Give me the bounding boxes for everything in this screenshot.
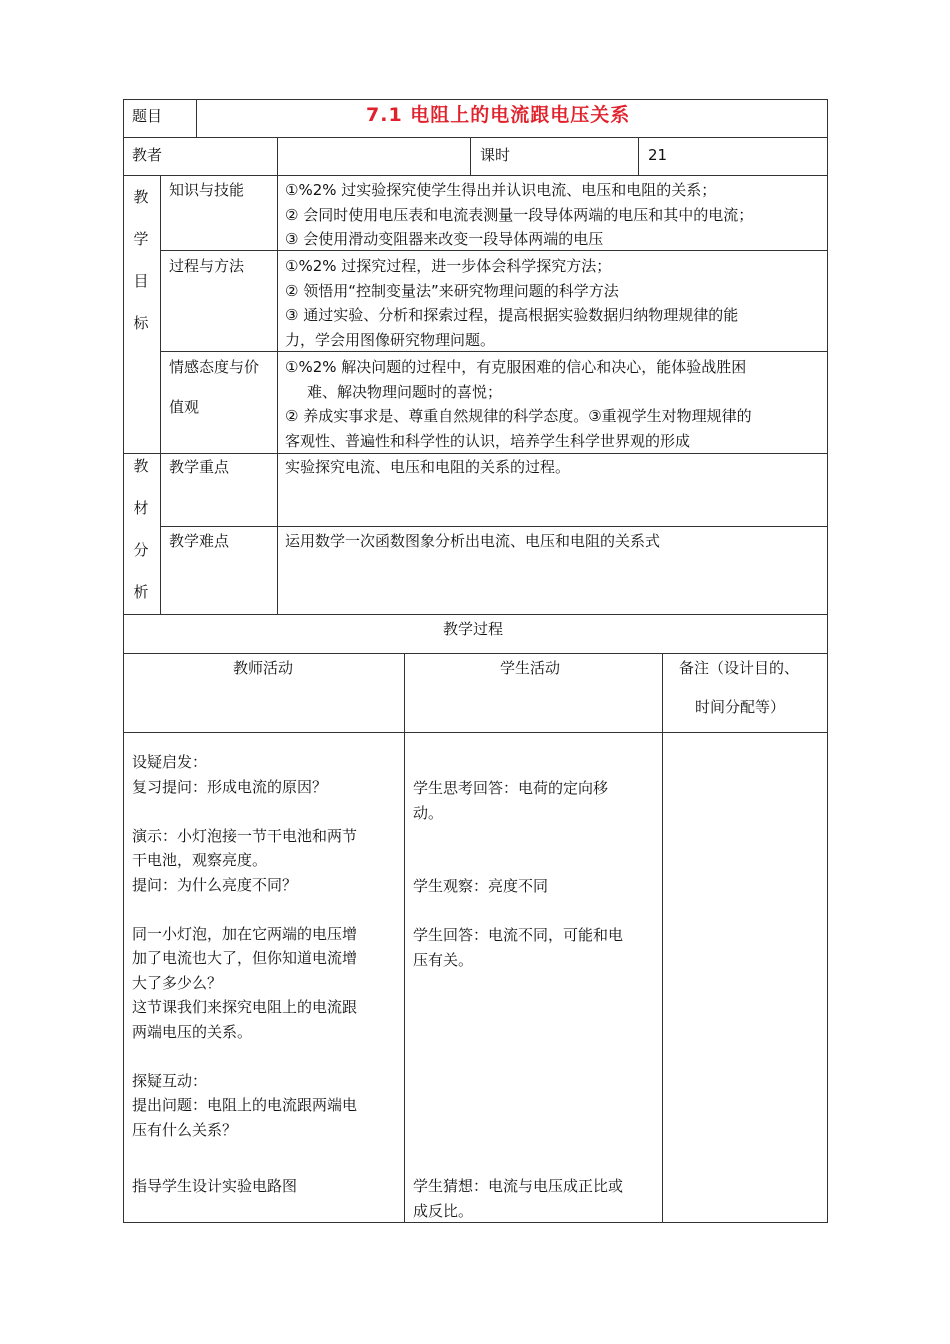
period-label: 课时 [480,146,511,164]
rule [123,137,828,138]
divider [470,137,471,176]
divider [404,653,405,1223]
analysis-char: 分 [133,541,149,559]
teacher-line: 大了多少么？ [132,973,223,992]
analysis-char: 析 [133,583,149,601]
process-line: ①%2% 过探究过程，进一步体会科学探究方法； [285,257,612,275]
frame-left [123,99,124,1223]
rule [123,453,828,454]
objectives-char: 目 [133,272,149,290]
teacher-label: 教者 [132,146,163,164]
attitude-line: ①%2% 解决问题的过程中，有克服困难的信心和决心，能体验战胜困 [285,358,747,376]
student-line: 学生思考回答：电荷的定向移 [413,779,609,797]
teacher-line: 两端电压的关系。 [132,1022,253,1041]
knowledge-line: ② 会同时使用电压表和电流表测量一段导体两端的电压和其中的电流； [285,206,754,224]
teacher-line: 压有什么关系？ [132,1120,238,1139]
divider [277,137,278,176]
key-point-text: 实验探究电流、电压和电阻的关系的过程。 [285,458,571,476]
divider [277,175,278,615]
knowledge-line: ③ 会使用滑动变阻器来改变一段导体两端的电压 [285,230,604,248]
notes-column [670,750,820,1220]
student-line: 学生回答：电流不同，可能和电 [413,926,624,944]
process-line: ③ 通过实验、分析和探索过程，提高根据实验数据归纳物理规律的能 [285,306,739,324]
teacher-line: 提问：为什么亮度不同？ [132,875,298,894]
teacher-line: 设疑启发： [132,753,208,771]
objectives-char: 教 [133,188,149,206]
teacher-activity-column [132,750,400,1220]
attitude-label: 情感态度与价 [169,358,260,376]
teacher-line: 同一小灯泡，加在它两端的电压增 [132,924,358,943]
notes-header: 时间分配等） [695,698,786,716]
process-line: ② 领悟用“控制变量法”来研究物理问题的科学方法 [285,282,619,300]
teacher-line: 提出问题：电阻上的电流跟两端电 [132,1096,358,1114]
attitude-label: 值观 [169,398,200,416]
process-line: 力，学会用图像研究物理问题。 [285,331,496,349]
student-line: 动。 [413,803,444,822]
knowledge-line: ①%2% 过实验探究使学生得出并认识电流、电压和电阻的关系； [285,181,717,199]
student-activity-column [413,750,658,1220]
key-point-label: 教学重点 [169,458,230,476]
student-line: 压有关。 [413,950,474,969]
student-line: 成反比。 [413,1201,474,1220]
teacher-line: 干电池，观察亮度。 [132,851,268,869]
attitude-line: 难、解决物理问题时的喜悦； [307,383,503,401]
frame-right [827,99,828,1223]
teacher-line: 复习提问：形成电流的原因？ [132,777,328,796]
divider [662,653,663,1223]
notes-header: 备注（设计目的、 [679,659,800,677]
process-label: 过程与方法 [169,257,245,275]
objectives-char: 学 [133,230,149,248]
teacher-line: 这节课我们来探究电阻上的电流跟 [132,998,358,1016]
teacher-line: 指导学生设计实验电路图 [132,1177,298,1195]
rule [123,175,828,176]
objectives-group-label [131,176,151,344]
student-line: 学生猜想：电流与电压成正比或 [413,1177,624,1195]
rule [123,653,828,654]
rule [123,732,828,733]
student-line: 学生观察：亮度不同 [413,877,549,895]
analysis-char: 材 [133,499,149,517]
teacher-line: 演示：小灯泡接一节干电池和两节 [132,826,358,845]
topic-label: 题目 [132,107,163,125]
period-value: 21 [648,146,668,164]
teacher-activity-header: 教师活动 [233,659,294,677]
difficulty-text: 运用数学一次函数图象分析出电流、电压和电阻的关系式 [285,532,661,550]
frame-top [123,99,828,100]
frame-bottom [123,1222,828,1223]
knowledge-label: 知识与技能 [169,181,245,199]
objectives-char: 标 [133,314,149,332]
teacher-line: 加了电流也大了，但你知道电流增 [132,949,358,967]
attitude-line: ② 养成实事求是、尊重自然规律的科学态度。③重视学生对物理规律的 [285,407,752,425]
teacher-line: 探疑互动： [132,1071,208,1090]
lesson-title: 7.1 电阻上的电流跟电压关系 [366,104,631,126]
divider [196,99,197,138]
analysis-group-label [131,445,151,613]
divider [638,137,639,176]
difficulty-label: 教学难点 [169,532,230,550]
rule [123,614,828,615]
attitude-line: 客观性、普遍性和科学性的认识，培养学生科学世界观的形成 [285,432,691,450]
student-activity-header: 学生活动 [500,659,561,677]
analysis-char: 教 [133,457,149,475]
process-section-title: 教学过程 [443,620,504,638]
rule [160,526,828,527]
divider [160,175,161,615]
